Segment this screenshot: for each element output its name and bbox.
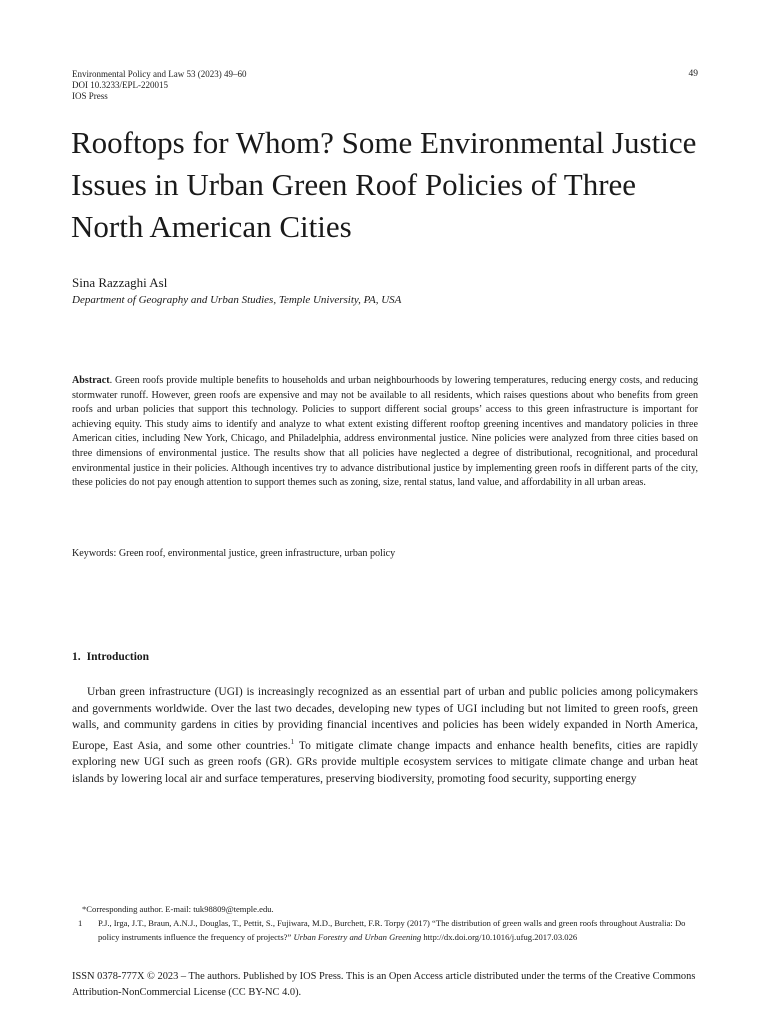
- section-number: 1.: [72, 651, 81, 663]
- journal-citation: Environmental Policy and Law 53 (2023) 49–60: [72, 69, 247, 79]
- author-name: Sina Razzaghi Asl: [72, 275, 168, 290]
- section-title: Introduction: [86, 651, 150, 663]
- corresponding-author-note: *Corresponding author. E-mail: tuk98809@temple.edu.: [82, 904, 274, 914]
- author-affiliation: Department of Geography and Urban Studies, Temple University, PA, USA: [72, 294, 402, 306]
- footnote-url[interactable]: http://dx.doi.org/10.1016/j.ufug.2017.03.026: [421, 931, 578, 942]
- footnotes: [72, 903, 698, 944]
- footnote-citation: P.J., Irga, J.T., Braun, A.N.J., Douglas, T., Pettit, S., Fujiwara, M.D., Burchett, F.R. Torpy (2017) “The distribution of green walls and green roofs throughout Australia: Do policy instruments influence the frequency of projects?”: [98, 917, 686, 942]
- footnote-ref-1[interactable]: 1: [290, 737, 295, 746]
- article-title: Rooftops for Whom? Some Environmental Justice Issues in Urban Green Roof Policies of Three North American Cities: [71, 125, 697, 244]
- introduction-paragraph: [72, 684, 698, 788]
- doi: DOI 10.3233/EPL-220015: [72, 80, 168, 90]
- publisher: IOS Press: [72, 91, 108, 101]
- footnote-text: [98, 917, 698, 945]
- keywords: Keywords: Green roof, environmental justice, green infrastructure, urban policy: [72, 548, 396, 559]
- section-heading: [72, 651, 149, 663]
- abstract: [72, 374, 698, 491]
- journal-header: [72, 69, 632, 102]
- abstract-text: . Green roofs provide multiple benefits to households and urban neighbourhoods by lowering temperatures, reducing energy costs, and reducing stormwater runoff. However, green roofs are expensive and may not be available to all residents, which raises questions about who benefits from green roofs and urban policies that support this technology. Policies to support different social groups’ access to this green infrastructure is important for achieving equity. This study aims to identify and analyze to what extent existing different rooftop greening incentives and mandatory policies in three American cities, including New York, Chicago, and Philadelphia, address environmental justice. Nine policies were analyzed from three cities based on three dimensions of environmental justice. The results show that all policies have neglected a degree of distributional, recognitional, and procedural environmental justice in their policies. Although incentives try to advance distributional justice by implementing green roofs in different parts of the city, these policies do not pay enough attention to support themes such as zoning, size, rental status, land value, and affordability in all urban areas.: [72, 375, 698, 489]
- footnote-number: 1: [78, 917, 83, 928]
- paragraph-text-1: Urban green infrastructure (UGI) is increasingly recognized as an essential part of urban and public policies among policymakers and governments worldwide. Over the last two decades, developing new types of UGI including but not limited to green roofs, green walls, and community gardens in cities by providing financial incentives and policies has been widely expanded in North America, Europe, East Asia, and some other countries.: [72, 686, 698, 752]
- paragraph-text-2: To mitigate climate change impacts and enhance health benefits, cities are rapidly exploring new UGI such as green roofs (GR). GRs provide multiple ecosystem services to mitigate climate change and urban heat islands by lowering local air and surface temperatures, preserving biodiversity, promoting food security, supporting energy: [72, 739, 698, 785]
- abstract-label: Abstract: [72, 375, 110, 386]
- license-notice: ISSN 0378-777X © 2023 – The authors. Published by IOS Press. This is an Open Access article distributed under the terms of the Creative Commons Attribution-NonCommercial License (CC BY-NC 4.0).: [72, 971, 696, 998]
- footnote-1: [72, 917, 698, 945]
- footnote-journal: Urban Forestry and Urban Greening: [293, 931, 422, 942]
- page-number: 49: [688, 69, 698, 79]
